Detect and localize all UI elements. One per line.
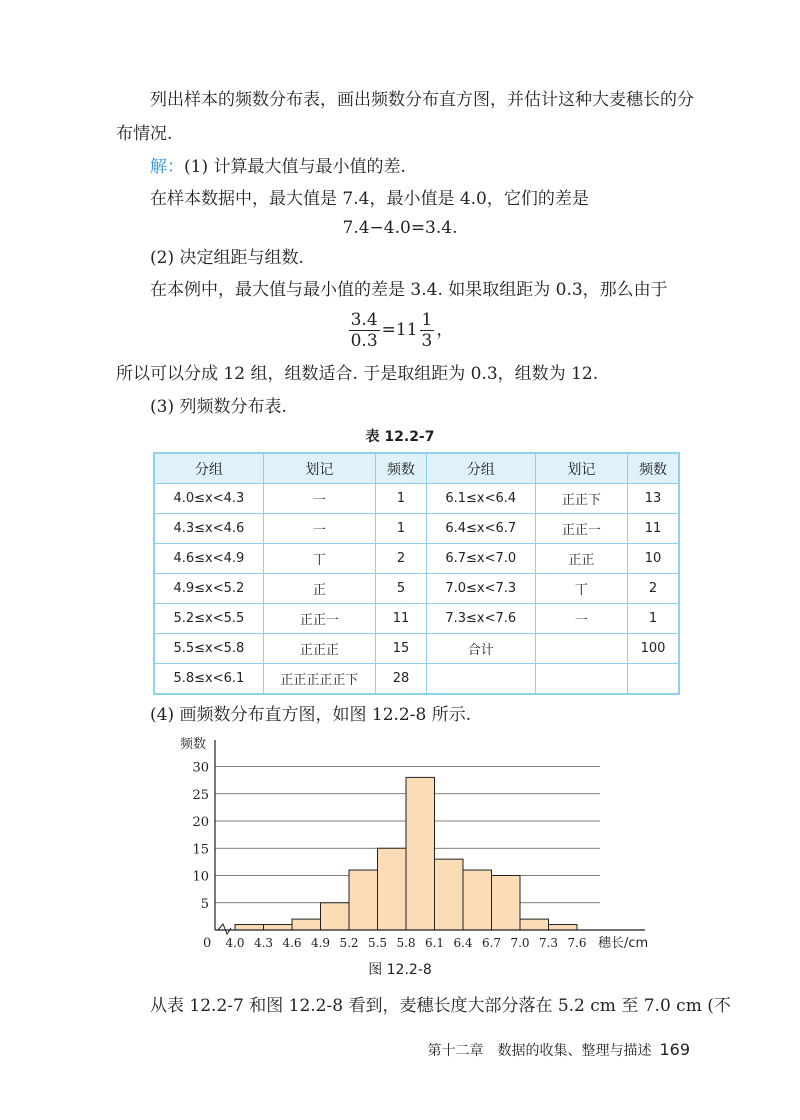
solution-label: 解： [150,157,184,177]
table-header-cell: 划记 [263,453,375,484]
y-tick-label: 30 [192,760,209,776]
table-cell: 正正下 [535,484,627,514]
x-tick-label: 6.1 [424,936,445,950]
histogram-bar [549,925,578,930]
table-cell: 正正一 [535,514,627,544]
table-cell: 丅 [263,544,375,574]
x-tick-label: 4.6 [282,936,302,950]
y-tick-label: 5 [200,896,209,912]
table-cell: 合计 [426,634,535,664]
origin-label: 0 [203,936,212,951]
table-row [154,634,679,664]
x-tick-label: 7.0 [510,936,530,950]
table-row [154,604,679,634]
y-tick-label: 15 [192,842,209,858]
table-cell: 100 [628,634,679,664]
table-cell: 6.1≤x<6.4 [426,484,535,514]
x-tick-label: 4.3 [253,936,274,950]
x-tick-label: 4.0 [225,936,245,950]
axis-break-mark [218,924,231,934]
fraction-2-denominator: 3 [421,331,433,351]
x-tick-label: 6.7 [481,936,502,950]
table-cell: 正正一 [263,604,375,634]
table-row [154,574,679,604]
fraction-2 [420,310,435,351]
step1-text: 在样本数据中，最大值是 7.4，最小值是 4.0，它们的差是 [150,189,589,209]
x-tick-label: 5.8 [396,936,416,950]
table-cell: 1 [628,604,679,634]
table-cell [426,664,535,695]
table-cell: 4.9≤x<5.2 [154,574,263,604]
histogram-bar [463,870,492,930]
page-footer [427,1040,690,1060]
table-cell: 4.6≤x<4.9 [154,544,263,574]
step3-heading: (3) 列频数分布表. [150,397,287,417]
table-cell: 11 [376,604,427,634]
histogram-chart [170,728,650,958]
step2-conclusion: 所以可以分成 12 组，组数适合. 于是取组距为 0.3，组数为 12. [116,364,599,384]
y-tick-label: 10 [192,869,209,885]
x-tick-label: 5.5 [367,936,388,950]
table-cell: 7.0≤x<7.3 [426,574,535,604]
table-cell: 正正正正正下 [263,664,375,695]
table-cell: 28 [376,664,427,695]
table-cell: 4.0≤x<4.3 [154,484,263,514]
table-header-row [154,453,679,484]
y-tick-label: 25 [192,787,209,803]
histogram-bar [492,876,521,931]
histogram-bar [235,925,264,930]
equation-middle: =11 [381,320,418,340]
para1-line1: 列出样本的频数分布表，画出频数分布直方图，并估计这种大麦穗长的分 [150,90,694,110]
table-header-cell: 频数 [376,453,427,484]
frequency-table [153,452,680,695]
table-caption: 表 12.2-7 [365,429,435,445]
table-row [154,484,679,514]
table-cell: 13 [628,484,679,514]
figure-caption: 图 12.2-8 [368,962,432,978]
page-number: 169 [659,1040,690,1059]
step4-heading: (4) 画频数分布直方图，如图 12.2-8 所示. [150,705,472,725]
histogram-bar [321,903,350,930]
histogram-bar [406,777,435,930]
table-cell: 正正 [535,544,627,574]
table-header-cell: 划记 [535,453,627,484]
fraction-2-numerator: 1 [421,310,433,330]
histogram-bar [378,848,407,930]
table-cell: 11 [628,514,679,544]
fraction-equation [0,310,800,351]
table-row [154,664,679,695]
step2-heading: (2) 决定组距与组数. [150,248,304,268]
table-cell: 1 [376,514,427,544]
y-tick-label: 20 [192,815,209,830]
y-axis-label: 频数 [180,737,207,752]
table-header-cell: 频数 [628,453,679,484]
step1-heading: (1) 计算最大值与最小值的差. [184,157,406,177]
table-row [154,544,679,574]
closing-text: 从表 12.2-7 和图 12.2-8 看到，麦穗长度大部分落在 5.2 cm 至 7.0 cm (不 [150,996,731,1016]
table-cell: 一 [263,484,375,514]
table-cell: 5 [376,574,427,604]
fraction-1-denominator: 0.3 [350,331,378,351]
table-cell [535,664,627,695]
table-cell: 15 [376,634,427,664]
x-tick-label: 4.9 [310,936,331,950]
x-tick-label: 7.3 [538,936,559,950]
para1-line2: 布情况. [116,124,173,144]
histogram-bar [292,919,321,930]
histogram-bar [264,925,293,930]
table-cell: 1 [376,484,427,514]
histogram-bar [349,870,378,930]
x-tick-label: 5.2 [339,936,359,950]
fraction-1-numerator: 3.4 [350,310,378,330]
table-cell: 7.3≤x<7.6 [426,604,535,634]
table-header-cell: 分组 [154,453,263,484]
fraction-1 [349,310,380,351]
table-cell: 一 [535,604,627,634]
table-cell: 6.7≤x<7.0 [426,544,535,574]
table-cell: 6.4≤x<6.7 [426,514,535,544]
footer-chapter: 第十二章 数据的收集、整理与描述 [427,1043,652,1059]
table-cell: 10 [628,544,679,574]
table-cell: 一 [263,514,375,544]
table-cell: 2 [628,574,679,604]
x-axis-label: 穗长/cm [598,936,649,951]
solution-step1 [150,155,406,179]
table-cell: 5.5≤x<5.8 [154,634,263,664]
table-cell [535,634,627,664]
histogram-bar [435,859,464,930]
table-cell: 5.2≤x<5.5 [154,604,263,634]
histogram-bar [520,919,549,930]
table-row [154,514,679,544]
table-cell: 丅 [535,574,627,604]
table-cell: 5.8≤x<6.1 [154,664,263,695]
table-cell: 4.3≤x<4.6 [154,514,263,544]
table-header-cell: 分组 [426,453,535,484]
table-cell: 正 [263,574,375,604]
x-tick-label: 6.4 [453,936,473,950]
step1-equation: 7.4−4.0=3.4. [342,218,458,238]
table-cell: 2 [376,544,427,574]
table-cell [628,664,679,695]
table-cell: 正正正 [263,634,375,664]
x-tick-label: 7.6 [567,936,587,950]
step2-text: 在本例中，最大值与最小值的差是 3.4. 如果取组距为 0.3，那么由于 [150,280,668,300]
equation-end: ， [436,320,454,340]
